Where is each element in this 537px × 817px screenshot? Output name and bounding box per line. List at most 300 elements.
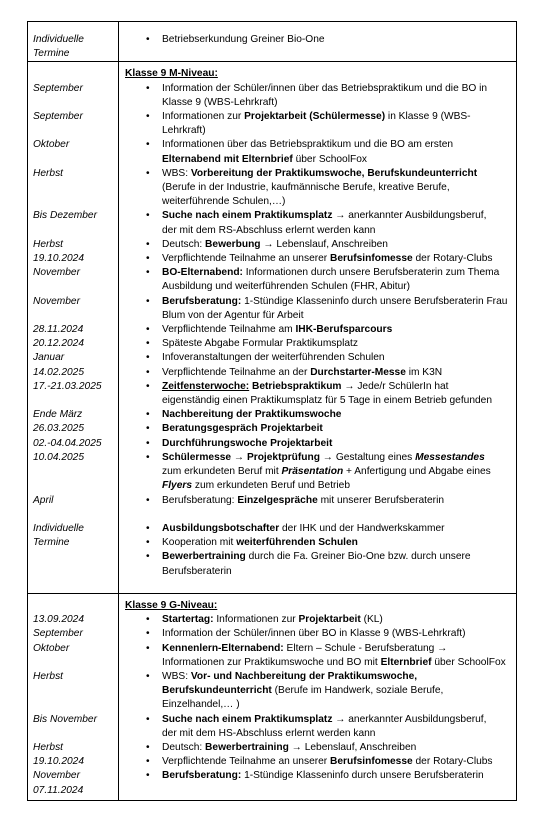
empty-label-cell [28,67,118,81]
entry-content [118,209,516,237]
emphasized-text: Berufsberatung: [162,770,242,782]
schedule-entry [28,613,516,627]
emphasized-text: Durchführungswoche Projektarbeit [162,437,333,449]
item-text: der Rotary-Clubs [412,253,493,265]
item-text-line [162,96,516,110]
item-text: 1-Stündige Klasseninfo durch unsere Berufsberaterin [241,770,484,782]
bullet-icon [146,110,150,124]
schedule-entry [28,82,516,110]
date-label-line: Ende März [33,409,83,421]
date-label-line: 19.10.2024 [33,756,84,768]
item-text: Informationen zur [213,614,299,626]
item-text: im K3N [405,366,443,378]
item-text: zum erkundeten Beruf und Betrieb [192,480,351,492]
schedule-entry [28,295,516,323]
emphasized-text: Elternbrief [380,656,432,668]
bullet-item [118,494,516,508]
item-text-line [162,195,516,209]
item-text: weiterführende Schulen,…) [162,196,286,208]
date-label [28,209,118,237]
bullet-item [118,627,516,641]
entry-content [118,769,516,797]
item-text: (Berufe im Handwerk, soziale Berufe, [271,685,444,697]
entry-content [118,138,516,166]
date-label-line: November [33,267,80,279]
emphasized-text: Zeitfensterwoche: [162,380,250,392]
emphasized-text: Projektarbeit (Schülermesse) [244,111,386,123]
bullet-icon [146,167,150,181]
date-label-line: Herbst [33,167,64,179]
date-label [28,627,118,641]
item-text: WBS: [162,670,191,682]
item-text-line [162,167,516,181]
individual-appointments [28,522,516,579]
date-label [28,252,118,266]
entry-content [118,437,516,451]
date-label-line: 10.04.2025 [33,451,84,463]
emphasized-text: Kennenlern-Elternabend: [162,642,284,654]
item-text: → Gestaltung eines [319,451,416,463]
item-text-line [162,33,516,47]
item-text: Verpflichtende Teilnahme an unserer [162,756,331,768]
bullet-item [118,238,516,252]
date-label [28,422,118,436]
date-label-line: Herbst [33,741,64,753]
item-text: Ausbildung und weiterführenden Schulen (FHR, Abitur) [162,281,411,293]
bullet-icon [146,82,150,96]
schedule-entry [28,167,516,210]
schedule-entry [28,437,516,451]
item-text: eigenständig einen Praktikumsplatz für 5 Tage in einem Betrieb gefunden [162,395,492,407]
item-text-line [162,138,516,152]
schedule-entry [28,670,516,713]
bullet-item [118,351,516,365]
entry-list [28,82,516,508]
item-text-line [162,394,516,408]
item-text: Informationen über das Betriebspraktikum und die BO am ersten [162,139,454,151]
entry-content [118,670,516,713]
item-text: zum erkundeten Beruf mit [162,466,282,478]
schedule-table [27,21,517,801]
date-label-line: Januar [33,352,65,364]
entry-content [118,422,516,436]
item-text-line [162,437,516,451]
emphasized-text: Vor- und Nachbereitung der Praktikumswoche, [190,670,418,682]
item-text-line [162,479,516,493]
date-label [28,437,118,451]
entry-content [118,613,516,627]
bullet-icon [146,627,150,641]
entry-content [118,167,516,210]
emphasized-text: Bewerbertraining [162,551,246,563]
emphasized-text: Flyers [162,480,193,492]
bullet-item [118,769,516,783]
item-text-line [162,153,516,167]
bullet-item [118,82,516,110]
individual-appointments [28,33,516,61]
item-text-line [162,536,516,550]
date-label [28,167,118,210]
entry-content [118,252,516,266]
item-text-line [162,224,516,238]
schedule-entry [28,642,516,670]
schedule-entry [28,755,516,769]
bullet-item [118,550,516,578]
item-text-line [162,642,516,656]
item-text-line [162,366,516,380]
emphasized-text: Durchstarter-Messe [310,366,406,378]
bullet-icon [146,337,150,351]
entry-content [118,110,516,138]
date-label [28,82,118,110]
entry-content [118,33,516,61]
item-text-line [162,684,516,698]
bullet-icon [146,642,150,656]
entry-content [118,522,516,579]
schedule-entry [28,494,516,508]
item-text: WBS: [162,167,191,179]
date-label [28,642,118,670]
item-text: Informationen durch unsere Berufsberaterin zum Thema [242,267,500,279]
item-text-line [162,565,516,579]
item-text: der mit dem HS-Abschluss erlernt werden kann [162,727,376,739]
item-text-line [162,280,516,294]
date-label-line: Individuelle [33,34,84,45]
date-label-line: Bis Dezember [33,210,97,222]
item-text-line [162,713,516,727]
item-text: Klasse 9 (WBS-Lehrkraft) [162,96,278,108]
bullet-item [118,167,516,210]
emphasized-text: weiterführenden Schulen [236,537,358,549]
item-text-line [162,422,516,436]
bullet-icon [146,755,150,769]
bullet-item [118,323,516,337]
bullet-item [118,741,516,755]
schedule-entry [28,380,516,408]
section-heading: Klasse 9 M-Niveau: [125,68,218,80]
date-label-line: September [33,82,83,94]
entry-content [118,238,516,252]
item-text: Informationen zur [162,111,245,123]
bullet-icon [146,536,150,550]
item-text-line [162,295,516,309]
section-heading-cell [118,599,516,613]
date-label [28,613,118,627]
bullet-item [118,536,516,550]
item-text-line [162,698,516,712]
item-text-line [162,451,516,465]
date-label [28,266,118,294]
item-text: (KL) [360,614,383,626]
schedule-entry [28,366,516,380]
item-text-line [162,741,516,755]
item-text-line [162,124,516,138]
item-text-line [162,727,516,741]
emphasized-text: Schülermesse [162,451,232,463]
emphasized-text: Projektprüfung [246,451,320,463]
emphasized-text: Berufsberatung: [162,295,242,307]
item-text: Deutsch: [162,238,206,250]
schedule-section [28,594,516,801]
bullet-icon [146,138,150,152]
emphasized-text: Präsentation [281,466,344,478]
item-text-line [162,465,516,479]
date-label [28,366,118,380]
bullet-item [118,755,516,769]
bullet-icon [146,550,150,564]
item-text-line [162,613,516,627]
item-text-line [162,351,516,365]
emphasized-text: Berufskundeunterricht [162,685,272,697]
date-label-line: September [33,628,83,640]
date-label-line: April [33,494,54,506]
entry-content [118,351,516,365]
item-text-line [162,252,516,266]
date-label [28,337,118,351]
emphasized-text: Berufsinfomesse [330,756,413,768]
item-text: Deutsch: [162,741,206,753]
date-label [28,670,118,713]
emphasized-text: Bewerbung [205,238,261,250]
entry-content [118,266,516,294]
bullet-item [118,209,516,237]
schedule-entry [28,138,516,166]
emphasized-text: Suche nach einem Praktikumsplatz [162,713,333,725]
bullet-item [118,522,516,536]
item-text: Späteste Abgabe Formular Praktikumsplatz [162,338,358,350]
bullet-icon [146,613,150,627]
item-text-line [162,209,516,223]
bullet-icon [146,408,150,422]
item-text: Infoveranstaltungen der weiterführenden Schulen [162,352,385,364]
bullet-icon [146,351,150,365]
entry-content [118,295,516,323]
bullet-item [118,252,516,266]
item-text-line [162,323,516,337]
entry-content [118,451,516,494]
entry-list [28,613,516,798]
item-text-line [162,755,516,769]
date-label [28,295,118,323]
bullet-item [118,110,516,138]
item-text-line [162,82,516,96]
bullet-item [118,266,516,294]
bullet-icon [146,769,150,783]
item-text: der Rotary-Clubs [412,756,493,768]
date-label-line: Bis November [33,713,97,725]
bullet-item [118,408,516,422]
item-text: durch die Fa. Greiner Bio-One bzw. durch unsere [245,551,471,563]
date-label [28,408,118,422]
bullet-item [118,295,516,323]
entry-content [118,82,516,110]
item-text: mit unserer Berufsberaterin [317,494,444,506]
emphasized-text: IHK-Berufsparcours [295,324,393,336]
emphasized-text: BO-Elternabend: [162,267,243,279]
entry-content [118,627,516,641]
bullet-item [118,642,516,670]
bullet-icon [146,741,150,755]
schedule-entry [28,110,516,138]
item-text: Berufsberaterin [162,565,232,577]
schedule-entry [28,408,516,422]
bullet-icon [146,238,150,252]
date-label-line: 02.-04.04.2025 [33,437,102,449]
item-text: → [231,451,247,463]
bullet-icon [146,295,150,309]
schedule-entry [28,769,516,797]
bullet-item [118,366,516,380]
section-heading: Klasse 9 G-Niveau: [125,599,218,611]
date-label-line: September [33,111,83,123]
date-label [28,323,118,337]
date-label-line: 28.11.2024 [33,324,84,336]
bullet-icon [146,33,150,47]
emphasized-text: Einzelgespräche [237,494,318,506]
date-label [28,755,118,769]
item-text: Verpflichtende Teilnahme am [162,324,296,336]
date-label-line: 14.02.2025 [33,366,84,378]
bullet-item [118,451,516,494]
bullet-icon [146,366,150,380]
item-text: Kooperation mit [162,537,237,549]
schedule-entry [28,627,516,641]
item-text: → Jede/r SchülerIn hat [341,380,449,392]
bullet-icon [146,670,150,684]
item-text: über SchoolFox [292,153,367,165]
emphasized-text: Vorbereitung der Praktikumswoche, Berufskundeunterricht [190,167,478,179]
emphasized-text: Betriebspraktikum [249,380,342,392]
bullet-item [118,422,516,436]
bullet-icon [146,422,150,436]
emphasized-text: Berufsinfomesse [330,253,413,265]
date-label-line: Oktober [33,642,70,654]
emphasized-text: Projektarbeit [298,614,361,626]
bullet-icon [146,494,150,508]
bullet-icon [146,522,150,536]
date-label-line: 17.-21.03.2025 [33,380,102,392]
item-text: der mit dem RS-Abschluss erlernt werden kann [162,224,376,236]
item-text-line [162,627,516,641]
item-text-line [162,550,516,564]
bullet-icon [146,451,150,465]
item-text: über SchoolFox [431,656,506,668]
item-text-line [162,670,516,684]
entry-content [118,713,516,741]
entry-content [118,337,516,351]
item-text: → anerkannter Ausbildungsberuf, [332,210,487,222]
emphasized-text: Beratungsgespräch Projektarbeit [162,423,323,435]
schedule-entry [28,713,516,741]
date-label [28,494,118,508]
entry-content [118,408,516,422]
schedule-section [28,62,516,593]
schedule-entry [28,337,516,351]
schedule-entry [28,422,516,436]
item-text-line [162,181,516,195]
date-label-line: November [33,770,80,782]
entry-content [118,755,516,769]
date-label-line: Termine [33,48,70,60]
item-text-line [162,380,516,394]
item-text: → Lebenslauf, Anschreiben [260,238,388,250]
item-text: der IHK und der Handwerkskammer [279,522,445,534]
date-label-line: 26.03.2025 [33,423,84,435]
item-text: → Lebenslauf, Anschreiben [288,741,417,753]
schedule-entry [28,252,516,266]
date-label-line: November [33,295,80,307]
item-text-line [162,309,516,323]
item-text: + Anfertigung und Abgabe eines [343,466,491,478]
bullet-icon [146,380,150,394]
item-text-line [162,238,516,252]
entry-content [118,366,516,380]
entry-content [118,323,516,337]
item-text-line [162,408,516,422]
schedule-entry [28,451,516,494]
schedule-section [28,22,516,62]
bullet-item [118,337,516,351]
emphasized-text: Startertag: [162,614,214,626]
date-label [28,451,118,494]
date-label [28,522,118,579]
date-label [28,741,118,755]
bullet-item [118,713,516,741]
bullet-icon [146,713,150,727]
bullet-icon [146,323,150,337]
date-label [28,351,118,365]
bullet-icon [146,252,150,266]
schedule-entry [28,266,516,294]
entry-content [118,494,516,508]
item-text-line [162,769,516,783]
emphasized-text: Messestandes [415,451,485,463]
item-text: (Berufe in der Industrie, kaufmännische Berufe, kreative Berufe, [162,182,450,194]
item-text-line [162,266,516,280]
item-text: Berufsberatung: [162,494,238,506]
section-heading-row [28,67,516,81]
item-text: Eltern – Schule - Berufsberatung → [283,642,448,654]
date-label [28,769,118,797]
item-text: Information der Schüler/innen über das Betriebspraktikum und die BO in [162,82,488,94]
date-label-line: 20.12.2024 [33,338,84,350]
emphasized-text: Elternabend mit Elternbrief [162,153,293,165]
emphasized-text: Bewerbertraining [205,741,289,753]
date-label [28,380,118,408]
schedule-entry [28,741,516,755]
section-heading-cell [118,67,516,81]
item-text: → anerkannter Ausbildungsberuf, [332,713,487,725]
date-label [28,713,118,741]
item-text: Blum von der Agentur für Arbeit [162,309,304,321]
empty-label-cell [28,599,118,613]
item-text: Verpflichtende Teilnahme an der [162,366,311,378]
item-text: Betriebserkundung Greiner Bio-One [162,34,325,45]
entry-content [118,741,516,755]
entry-content [118,642,516,670]
item-text: Lehrkraft) [162,125,206,137]
schedule-entry [28,238,516,252]
section-heading-row [28,599,516,613]
bullet-item [118,138,516,166]
item-text: Verpflichtende Teilnahme an unserer [162,253,331,265]
date-label-line: 19.10.2024 [33,253,84,265]
item-text: in Klasse 9 (WBS- [385,111,471,123]
bullet-item [118,33,516,47]
emphasized-text: Suche nach einem Praktikumsplatz [162,210,333,222]
date-label [28,238,118,252]
bullet-icon [146,209,150,223]
